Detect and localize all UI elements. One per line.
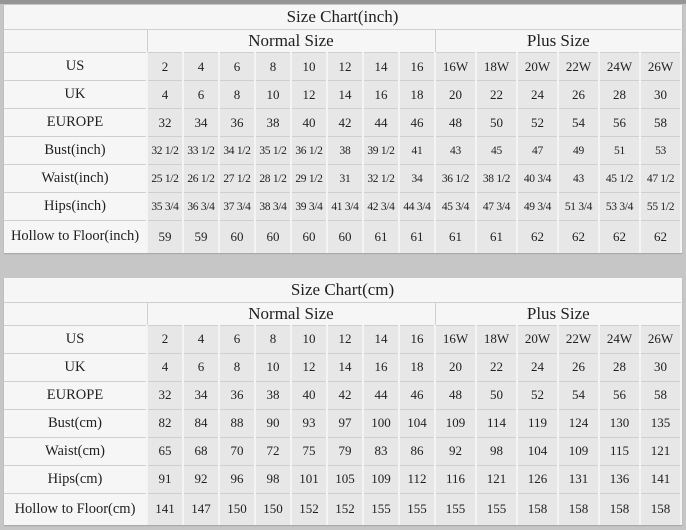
size-value-cell: 136: [599, 465, 640, 493]
plus-size-header: Plus Size: [435, 30, 681, 53]
size-value-cell: 126: [517, 465, 558, 493]
size-value-cell: 35 1/2: [255, 137, 291, 165]
size-value-cell: 158: [558, 493, 599, 525]
size-value-cell: 28 1/2: [255, 165, 291, 193]
size-value-cell: 83: [363, 437, 399, 465]
inch-table-body: [4, 53, 681, 253]
size-value-cell: 22W: [558, 325, 599, 353]
size-value-cell: 26: [558, 81, 599, 109]
size-value-cell: 16W: [435, 53, 476, 81]
size-value-cell: 100: [363, 409, 399, 437]
size-value-cell: 62: [599, 221, 640, 253]
size-value-cell: 121: [640, 437, 681, 465]
size-value-cell: 4: [183, 53, 219, 81]
size-value-cell: 26: [558, 353, 599, 381]
size-value-cell: 91: [147, 465, 183, 493]
size-value-cell: 114: [476, 409, 517, 437]
size-value-cell: 22: [476, 81, 517, 109]
table-row: [4, 493, 681, 525]
size-value-cell: 53: [640, 137, 681, 165]
size-value-cell: 32: [147, 381, 183, 409]
size-value-cell: 30: [640, 81, 681, 109]
size-value-cell: 14: [327, 353, 363, 381]
row-label: Bust(cm): [4, 409, 147, 437]
size-value-cell: 72: [255, 437, 291, 465]
size-value-cell: 62: [640, 221, 681, 253]
size-value-cell: 130: [599, 409, 640, 437]
size-value-cell: 42: [327, 381, 363, 409]
table-row: [4, 409, 681, 437]
size-value-cell: 31: [327, 165, 363, 193]
size-value-cell: 25 1/2: [147, 165, 183, 193]
size-value-cell: 115: [599, 437, 640, 465]
size-value-cell: 119: [517, 409, 558, 437]
size-value-cell: 14: [327, 81, 363, 109]
size-value-cell: 54: [558, 381, 599, 409]
row-label: EUROPE: [4, 381, 147, 409]
size-value-cell: 56: [599, 381, 640, 409]
size-value-cell: 51: [599, 137, 640, 165]
plus-size-header: Plus Size: [435, 302, 681, 325]
size-value-cell: 65: [147, 437, 183, 465]
size-value-cell: 38 1/2: [476, 165, 517, 193]
size-value-cell: 16: [363, 353, 399, 381]
size-value-cell: 18W: [476, 53, 517, 81]
size-value-cell: 62: [517, 221, 558, 253]
size-value-cell: 88: [219, 409, 255, 437]
size-value-cell: 12: [291, 81, 327, 109]
size-value-cell: 116: [435, 465, 476, 493]
table-row: [4, 137, 681, 165]
size-value-cell: 40: [291, 109, 327, 137]
size-value-cell: 60: [327, 221, 363, 253]
size-value-cell: 47 3/4: [476, 193, 517, 221]
size-value-cell: 38 3/4: [255, 193, 291, 221]
size-value-cell: 109: [363, 465, 399, 493]
size-value-cell: 112: [399, 465, 435, 493]
size-value-cell: 59: [147, 221, 183, 253]
table-row: [4, 381, 681, 409]
size-value-cell: 16: [399, 325, 435, 353]
size-value-cell: 6: [219, 325, 255, 353]
row-label: Hips(inch): [4, 193, 147, 221]
size-value-cell: 158: [640, 493, 681, 525]
size-value-cell: 36: [219, 109, 255, 137]
size-value-cell: 26 1/2: [183, 165, 219, 193]
size-value-cell: 82: [147, 409, 183, 437]
size-value-cell: 20W: [517, 325, 558, 353]
size-value-cell: 10: [291, 53, 327, 81]
table-title-inch: Size Chart(inch): [286, 7, 399, 26]
size-value-cell: 38: [327, 137, 363, 165]
size-value-cell: 14: [363, 53, 399, 81]
size-value-cell: 96: [219, 465, 255, 493]
size-value-cell: 26W: [640, 325, 681, 353]
size-value-cell: 6: [183, 353, 219, 381]
size-value-cell: 53 3/4: [599, 193, 640, 221]
row-label: EUROPE: [4, 109, 147, 137]
size-value-cell: 8: [255, 53, 291, 81]
size-value-cell: 6: [183, 81, 219, 109]
size-value-cell: 43: [558, 165, 599, 193]
group-header-row: [4, 30, 681, 53]
size-value-cell: 37 3/4: [219, 193, 255, 221]
size-chart-cm-table: [4, 278, 682, 526]
corner-cell: [4, 302, 147, 325]
size-value-cell: 105: [327, 465, 363, 493]
size-value-cell: 60: [291, 221, 327, 253]
size-value-cell: 36 1/2: [435, 165, 476, 193]
size-value-cell: 20: [435, 353, 476, 381]
size-value-cell: 35 3/4: [147, 193, 183, 221]
size-value-cell: 86: [399, 437, 435, 465]
size-value-cell: 92: [435, 437, 476, 465]
size-chart-page: [0, 4, 686, 525]
size-value-cell: 32 1/2: [147, 137, 183, 165]
size-value-cell: 150: [255, 493, 291, 525]
size-value-cell: 12: [327, 53, 363, 81]
size-value-cell: 33 1/2: [183, 137, 219, 165]
size-value-cell: 155: [435, 493, 476, 525]
table-row: [4, 465, 681, 493]
size-value-cell: 18W: [476, 325, 517, 353]
size-value-cell: 61: [435, 221, 476, 253]
title-row: [4, 278, 681, 303]
size-value-cell: 70: [219, 437, 255, 465]
size-value-cell: 34 1/2: [219, 137, 255, 165]
size-value-cell: 93: [291, 409, 327, 437]
size-value-cell: 43: [435, 137, 476, 165]
size-value-cell: 58: [640, 109, 681, 137]
size-value-cell: 14: [363, 325, 399, 353]
size-value-cell: 39 1/2: [363, 137, 399, 165]
table-row: [4, 81, 681, 109]
size-value-cell: 55 1/2: [640, 193, 681, 221]
size-value-cell: 98: [255, 465, 291, 493]
table-row: [4, 193, 681, 221]
size-value-cell: 44: [363, 109, 399, 137]
size-value-cell: 16: [399, 53, 435, 81]
size-value-cell: 36: [219, 381, 255, 409]
size-value-cell: 20W: [517, 53, 558, 81]
size-value-cell: 50: [476, 381, 517, 409]
size-value-cell: 24: [517, 353, 558, 381]
cm-table-body: [4, 325, 681, 525]
size-value-cell: 34: [183, 381, 219, 409]
row-label: UK: [4, 81, 147, 109]
size-value-cell: 22W: [558, 53, 599, 81]
size-value-cell: 18: [399, 81, 435, 109]
size-value-cell: 38: [255, 109, 291, 137]
size-value-cell: 49: [558, 137, 599, 165]
size-chart-inch-table: [4, 5, 682, 253]
size-value-cell: 48: [435, 109, 476, 137]
size-value-cell: 62: [558, 221, 599, 253]
size-value-cell: 58: [640, 381, 681, 409]
size-value-cell: 152: [291, 493, 327, 525]
row-label: Bust(inch): [4, 137, 147, 165]
size-value-cell: 12: [327, 325, 363, 353]
table-row: [4, 165, 681, 193]
table-row: [4, 437, 681, 465]
row-label: Waist(inch): [4, 165, 147, 193]
size-value-cell: 44 3/4: [399, 193, 435, 221]
size-value-cell: 4: [147, 81, 183, 109]
size-value-cell: 45 1/2: [599, 165, 640, 193]
size-value-cell: 39 3/4: [291, 193, 327, 221]
size-value-cell: 131: [558, 465, 599, 493]
size-value-cell: 90: [255, 409, 291, 437]
size-value-cell: 16: [363, 81, 399, 109]
size-value-cell: 2: [147, 53, 183, 81]
size-value-cell: 44: [363, 381, 399, 409]
size-value-cell: 104: [399, 409, 435, 437]
size-value-cell: 32: [147, 109, 183, 137]
normal-size-header: Normal Size: [147, 30, 435, 53]
size-value-cell: 121: [476, 465, 517, 493]
size-value-cell: 109: [558, 437, 599, 465]
size-value-cell: 27 1/2: [219, 165, 255, 193]
row-label: Hollow to Floor(inch): [4, 221, 147, 253]
size-value-cell: 68: [183, 437, 219, 465]
size-value-cell: 36 3/4: [183, 193, 219, 221]
size-value-cell: 46: [399, 109, 435, 137]
size-value-cell: 92: [183, 465, 219, 493]
size-value-cell: 124: [558, 409, 599, 437]
size-value-cell: 8: [219, 353, 255, 381]
size-value-cell: 141: [147, 493, 183, 525]
size-value-cell: 30: [640, 353, 681, 381]
title-row: [4, 5, 681, 30]
size-value-cell: 150: [219, 493, 255, 525]
size-value-cell: 10: [255, 353, 291, 381]
size-value-cell: 16W: [435, 325, 476, 353]
size-value-cell: 79: [327, 437, 363, 465]
size-value-cell: 10: [291, 325, 327, 353]
size-value-cell: 104: [517, 437, 558, 465]
size-value-cell: 10: [255, 81, 291, 109]
row-label: US: [4, 53, 147, 81]
size-value-cell: 101: [291, 465, 327, 493]
size-value-cell: 20: [435, 81, 476, 109]
size-value-cell: 28: [599, 81, 640, 109]
size-value-cell: 29 1/2: [291, 165, 327, 193]
size-value-cell: 48: [435, 381, 476, 409]
size-value-cell: 59: [183, 221, 219, 253]
size-value-cell: 6: [219, 53, 255, 81]
size-value-cell: 34: [399, 165, 435, 193]
size-value-cell: 42 3/4: [363, 193, 399, 221]
size-value-cell: 24W: [599, 53, 640, 81]
normal-size-header: Normal Size: [147, 302, 435, 325]
size-value-cell: 18: [399, 353, 435, 381]
table-row: [4, 53, 681, 81]
size-value-cell: 8: [219, 81, 255, 109]
size-value-cell: 56: [599, 109, 640, 137]
size-value-cell: 98: [476, 437, 517, 465]
group-header-row: [4, 302, 681, 325]
size-value-cell: 50: [476, 109, 517, 137]
size-value-cell: 158: [599, 493, 640, 525]
size-value-cell: 24W: [599, 325, 640, 353]
size-value-cell: 8: [255, 325, 291, 353]
corner-cell: [4, 30, 147, 53]
size-value-cell: 135: [640, 409, 681, 437]
table-title-cm: Size Chart(cm): [290, 279, 395, 299]
size-value-cell: 26W: [640, 53, 681, 81]
size-value-cell: 32 1/2: [363, 165, 399, 193]
size-value-cell: 38: [255, 381, 291, 409]
size-value-cell: 51 3/4: [558, 193, 599, 221]
row-label: US: [4, 325, 147, 353]
size-value-cell: 4: [183, 325, 219, 353]
size-value-cell: 54: [558, 109, 599, 137]
size-value-cell: 141: [640, 465, 681, 493]
size-value-cell: 45 3/4: [435, 193, 476, 221]
size-value-cell: 75: [291, 437, 327, 465]
size-value-cell: 42: [327, 109, 363, 137]
size-value-cell: 36 1/2: [291, 137, 327, 165]
row-label: Waist(cm): [4, 437, 147, 465]
size-value-cell: 155: [399, 493, 435, 525]
size-value-cell: 52: [517, 381, 558, 409]
size-value-cell: 60: [219, 221, 255, 253]
size-value-cell: 40 3/4: [517, 165, 558, 193]
table-row: [4, 109, 681, 137]
table-row: [4, 221, 681, 253]
size-value-cell: 155: [363, 493, 399, 525]
size-value-cell: 12: [291, 353, 327, 381]
row-label: Hollow to Floor(cm): [4, 493, 147, 525]
size-value-cell: 61: [363, 221, 399, 253]
size-value-cell: 49 3/4: [517, 193, 558, 221]
row-label: UK: [4, 353, 147, 381]
size-value-cell: 155: [476, 493, 517, 525]
table-row: [4, 325, 681, 353]
size-value-cell: 41 3/4: [327, 193, 363, 221]
size-value-cell: 60: [255, 221, 291, 253]
size-value-cell: 152: [327, 493, 363, 525]
size-value-cell: 61: [476, 221, 517, 253]
row-label: Hips(cm): [4, 465, 147, 493]
size-value-cell: 109: [435, 409, 476, 437]
size-value-cell: 158: [517, 493, 558, 525]
size-value-cell: 47: [517, 137, 558, 165]
size-value-cell: 46: [399, 381, 435, 409]
size-value-cell: 84: [183, 409, 219, 437]
size-value-cell: 97: [327, 409, 363, 437]
size-value-cell: 61: [399, 221, 435, 253]
size-value-cell: 22: [476, 353, 517, 381]
size-value-cell: 24: [517, 81, 558, 109]
size-value-cell: 28: [599, 353, 640, 381]
table-row: [4, 353, 681, 381]
size-value-cell: 47 1/2: [640, 165, 681, 193]
size-value-cell: 45: [476, 137, 517, 165]
size-value-cell: 4: [147, 353, 183, 381]
size-value-cell: 2: [147, 325, 183, 353]
size-value-cell: 147: [183, 493, 219, 525]
size-value-cell: 52: [517, 109, 558, 137]
size-value-cell: 41: [399, 137, 435, 165]
size-value-cell: 34: [183, 109, 219, 137]
size-value-cell: 40: [291, 381, 327, 409]
